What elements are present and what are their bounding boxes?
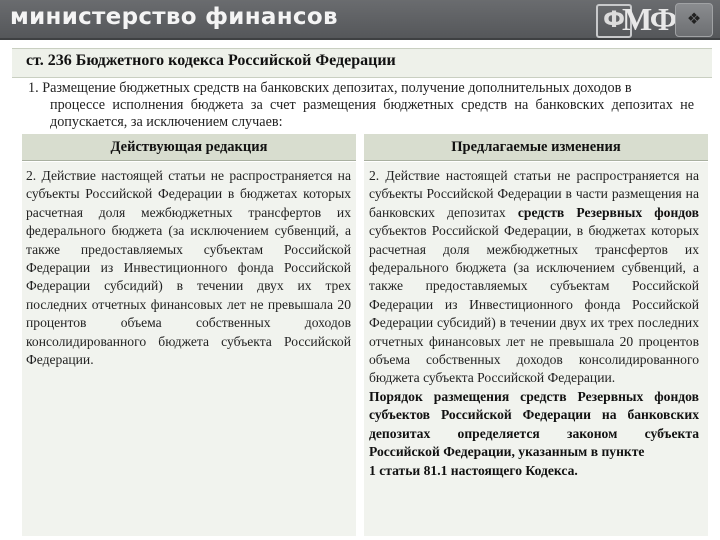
proposed-text <box>369 167 699 388</box>
proposed-article-ref <box>369 462 699 480</box>
emblem-glyph: ❖ <box>686 11 702 28</box>
current-text-cell <box>26 167 351 369</box>
column-header-proposed <box>364 134 708 161</box>
emblem-icon <box>675 3 713 37</box>
column-header-current <box>22 134 356 161</box>
document-title: ст. 236 Бюджетного кодекса Российской Федерации <box>26 52 396 69</box>
proposed-bold-article: 1 статьи 81.1 настоящего Кодекса. <box>369 462 578 478</box>
intro-continuation: процессе исполнения бюджета за счет размещения бюджетных средств на банковских депозитах не допускается, за исключением случаев: <box>50 97 694 130</box>
column-header-current-label: Действующая редакция <box>110 139 268 155</box>
intro-paragraph <box>28 80 694 131</box>
ministry-logo: МФ <box>622 1 676 37</box>
proposed-part1: 2. Действие настоящей статьи не распространяется на субъекты Российской Федерации в части размещения на банковских депозитах <box>369 168 699 220</box>
proposed-part2: субъектов Российской Федерации, в бюджетах которых расчетная доля межбюджетных трансфертов их федерального бюджета (за исключением субвенций, а также предоставляемых субъектам Российской Федерации из Инвестиционного фонда Российской Федерации субсидий) в течении двух их трех последних отчетных финансовых лет не превышала 20 процентов объема собственных доходов консолидированного бюджета субъекта Российской Федерации. <box>369 223 699 386</box>
proposed-order-text <box>369 388 699 462</box>
current-text: 2. Действие настоящей статьи не распространяется на субъекты Российской Федерации в бюджетах которых расчетная доля межбюджетных трансфертов их федерального бюджета (за исключением субвенций, а также предоставляемых субъектам Российской Федерации из Инвестиционного фонда Российской Федерации субсидий) в течении двух их трех последних отчетных финансовых лет не превышала 20 процентов объема собственных доходов консолидированного бюджета субъекта Российской Федерации. <box>26 168 351 368</box>
seal-icon: Ф <box>596 4 632 38</box>
ministry-title: министерство финансов <box>10 4 338 30</box>
intro-first-line: 1. Размещение бюджетных средств на банковских депозитах, получение дополнительных доходов в <box>28 80 632 96</box>
proposed-bold-order: Порядок размещения средств Резервных фондов субъектов Российской Федерации на банковских депозитах определяется законом субъекта Российской Федерации, указанным в пункте <box>369 388 699 460</box>
column-header-proposed-label: Предлагаемые изменения <box>451 139 621 155</box>
proposed-bold-funds: средств Резервных фондов <box>517 204 699 220</box>
proposed-text-cell <box>369 167 699 480</box>
header-banner <box>0 0 720 40</box>
title-bar <box>12 48 712 78</box>
